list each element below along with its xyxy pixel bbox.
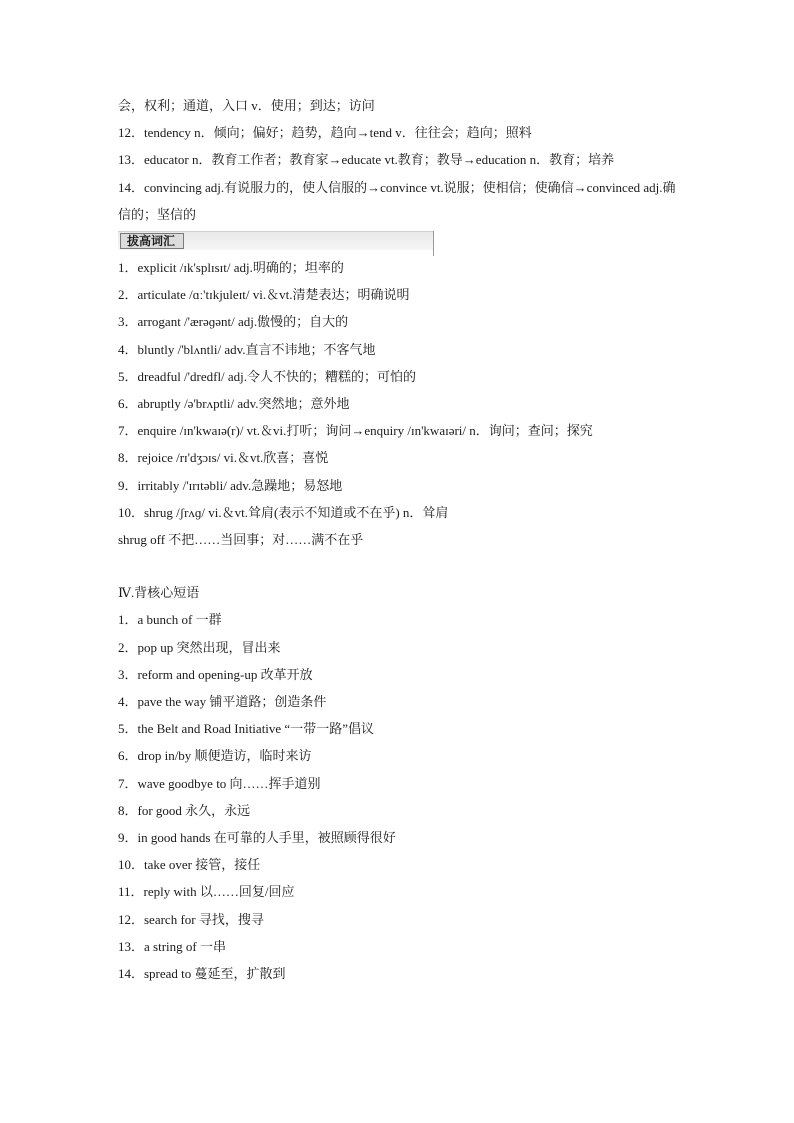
vocab-line: 12．tendency n．倾向；偏好；趋势，趋向→tend v．往往会；趋向；照料 xyxy=(118,125,532,141)
list-item: 11．reply with 以……回复/回应 xyxy=(118,884,295,900)
list-item: 7．enquire /ɪn'kwaɪə(r)/ vt.＆vi.打听；询问→enquiry /ɪn'kwaɪəri/ n．询问；查问；探究 xyxy=(118,423,593,439)
list-item: 3．reform and opening-up 改革开放 xyxy=(118,666,313,682)
list-item: 5．the Belt and Road Initiative “一带一路”倡议 xyxy=(118,721,374,737)
list-item: 7．wave goodbye to 向……挥手道别 xyxy=(118,775,321,791)
advanced-vocab-list xyxy=(118,254,678,553)
list-item: 9．irritably /'ɪrɪtəbli/ adv.急躁地；易怒地 xyxy=(118,477,343,493)
list-item: 10．take over 接管，接任 xyxy=(118,857,261,873)
list-item: 9．in good hands 在可靠的人手里，被照顾得很好 xyxy=(118,830,396,846)
list-item: 10．shrug /ʃrʌɡ/ vi.＆vt.耸肩(表示不知道或不在乎) n．耸肩 xyxy=(118,504,449,520)
list-item: 6．drop in/by 顺便造访，临时来访 xyxy=(118,748,312,764)
list-item: 2．articulate /ɑː'tɪkjuleɪt/ vi.＆vt.清楚表达；明确说明 xyxy=(118,287,410,303)
document-page xyxy=(118,92,678,987)
list-item: 5．dreadful /'dredfl/ adj.令人不快的；糟糕的；可怕的 xyxy=(118,368,417,384)
list-item: shrug off 不把……当回事；对……满不在乎 xyxy=(118,532,364,548)
list-item: 2．pop up 突然出现，冒出来 xyxy=(118,639,281,655)
vocab-line: 会，权利；通道，入口 v．使用；到达；访问 xyxy=(118,98,375,113)
list-item: 6．abruptly /ə'brʌptli/ adv.突然地；意外地 xyxy=(118,396,350,412)
vocab-line: 14．convincing adj.有说服力的，使人信服的→convince vt.说服；使相信；使确信→convinced adj.确信的；坚信的 xyxy=(118,179,676,222)
vocab-continuation xyxy=(118,92,678,228)
list-item: 1．a bunch of 一群 xyxy=(118,612,222,628)
spacer xyxy=(118,553,678,579)
list-item: 4．pave the way 铺平道路；创造条件 xyxy=(118,694,327,710)
list-item: 1．explicit /ɪk'splɪsɪt/ adj.明确的；坦率的 xyxy=(118,260,344,276)
list-item: 8．for good 永久，永远 xyxy=(118,802,251,818)
section-header-core-phrases: Ⅳ.背核心短语 xyxy=(118,585,200,601)
list-item: 14．spread to 蔓延至，扩散到 xyxy=(118,966,286,982)
vocab-line: 13．educator n．教育工作者；教育家→educate vt.教育；教导→education n．教育；培养 xyxy=(118,152,615,168)
list-item: 13．a string of 一串 xyxy=(118,938,226,954)
list-item: 3．arrogant /'ærəɡənt/ adj.傲慢的；自大的 xyxy=(118,314,349,330)
core-phrases-list xyxy=(118,606,678,987)
list-item: 8．rejoice /rɪ'dʒɔɪs/ vi.＆vt.欣喜；喜悦 xyxy=(118,450,329,466)
list-item: 4．bluntly /'blʌntli/ adv.直言不讳地；不客气地 xyxy=(118,341,376,357)
section-header-advanced-vocab: 拔高词汇 xyxy=(120,233,184,249)
section-header-bar xyxy=(118,231,434,250)
list-item: 12．search for 寻找，搜寻 xyxy=(118,911,264,927)
